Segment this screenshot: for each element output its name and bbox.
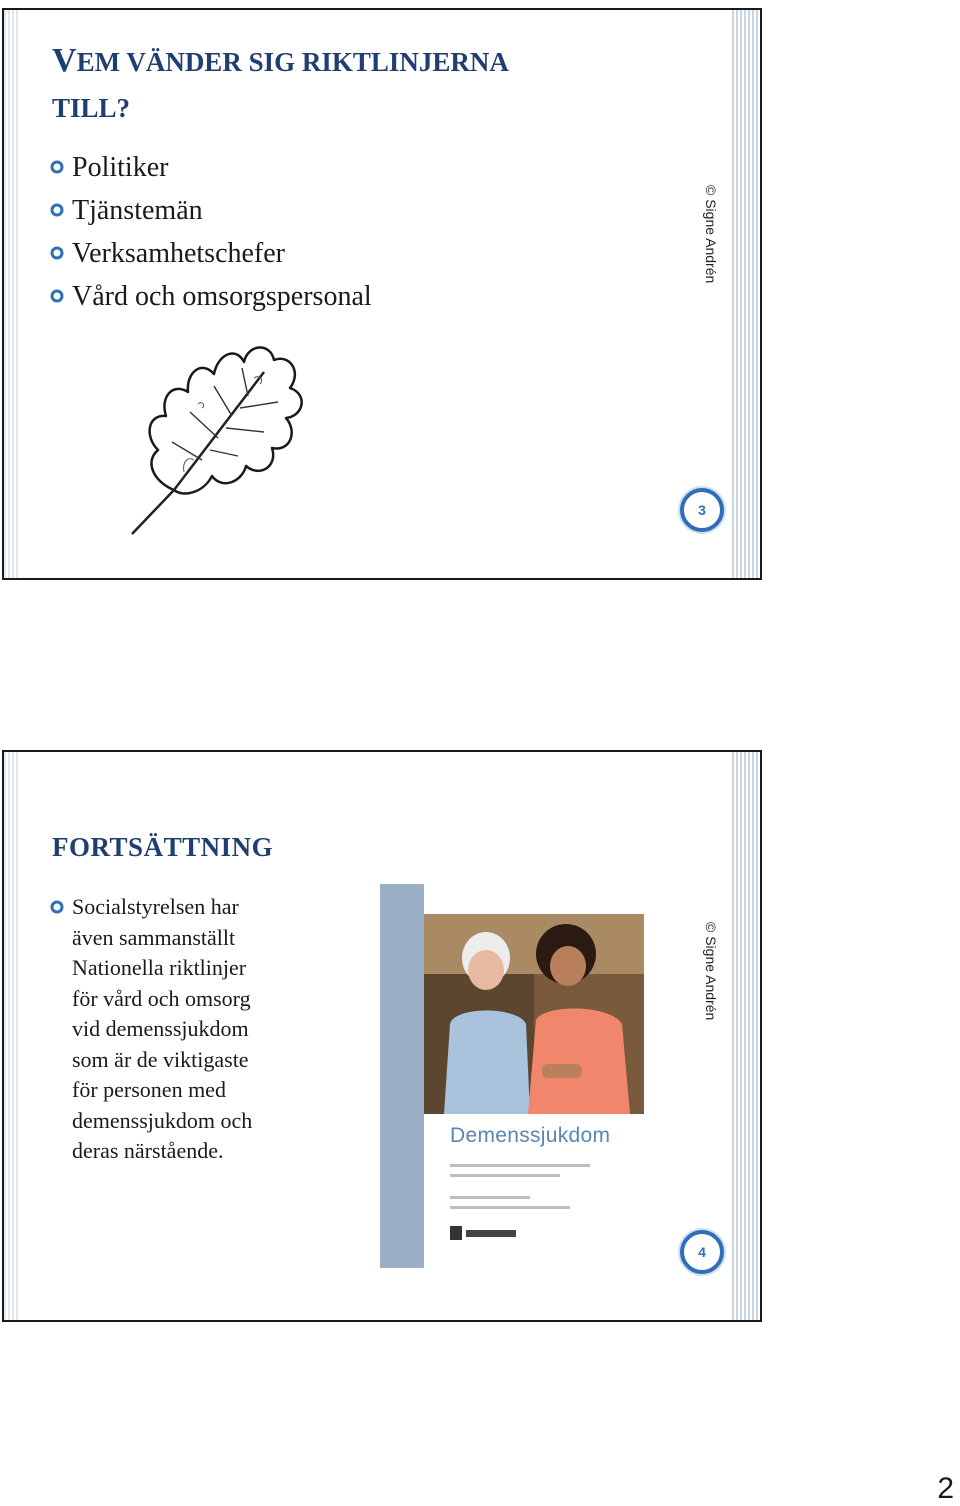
list-item: Verksamhetschefer	[50, 232, 372, 275]
book-cover-image	[380, 884, 644, 1268]
circle-bullet-icon	[50, 203, 64, 217]
slide-left-border	[4, 752, 18, 1320]
book-cover-text-line	[450, 1196, 530, 1199]
bullet-list	[50, 892, 340, 1167]
slide-title: FORTSÄTTNING	[52, 832, 274, 862]
circle-bullet-icon	[50, 900, 64, 914]
book-cover-text-line	[450, 1206, 570, 1209]
bullet-list	[50, 146, 372, 318]
book-cover-text-line	[450, 1174, 560, 1177]
slide-right-border	[732, 752, 760, 1320]
list-item: Tjänstemän	[50, 189, 372, 232]
publisher-logo-icon	[450, 1226, 516, 1240]
circle-bullet-icon	[50, 289, 64, 303]
circle-bullet-icon	[50, 246, 64, 260]
book-cover-photo	[424, 914, 644, 1114]
caregiver-photo-illustration	[424, 914, 644, 1114]
copyright-label: © Signe Andrén	[703, 185, 719, 284]
list-item: Politiker	[50, 146, 372, 189]
slide-title: VEM VÄNDER SIG RIKTLINJERNA TILL?	[52, 42, 509, 123]
slide-right-border	[732, 10, 760, 578]
circle-bullet-icon	[50, 160, 64, 174]
list-item: Socialstyrelsen har även sammanställt Nationella riktlinjer för vård och omsorg vid demenssjukdom som är de viktigaste för personen med demenssjukdom och deras närstående.	[50, 892, 340, 1167]
slide-left-border	[4, 10, 18, 578]
page-number: 2	[937, 1472, 954, 1505]
copyright-label: © Signe Andrén	[703, 922, 719, 1021]
book-cover-text-line	[450, 1164, 590, 1167]
slide-3	[2, 8, 762, 580]
book-cover-title: Demenssjukdom	[450, 1124, 611, 1147]
list-item: Vård och omsorgspersonal	[50, 275, 372, 318]
slide-4	[2, 750, 762, 1322]
book-cover-text-area	[424, 1114, 644, 1268]
slide-number-badge: 3	[680, 488, 724, 532]
slide-number-badge: 4	[680, 1230, 724, 1274]
oak-leaf-illustration	[114, 332, 314, 542]
book-spine	[380, 884, 424, 1268]
